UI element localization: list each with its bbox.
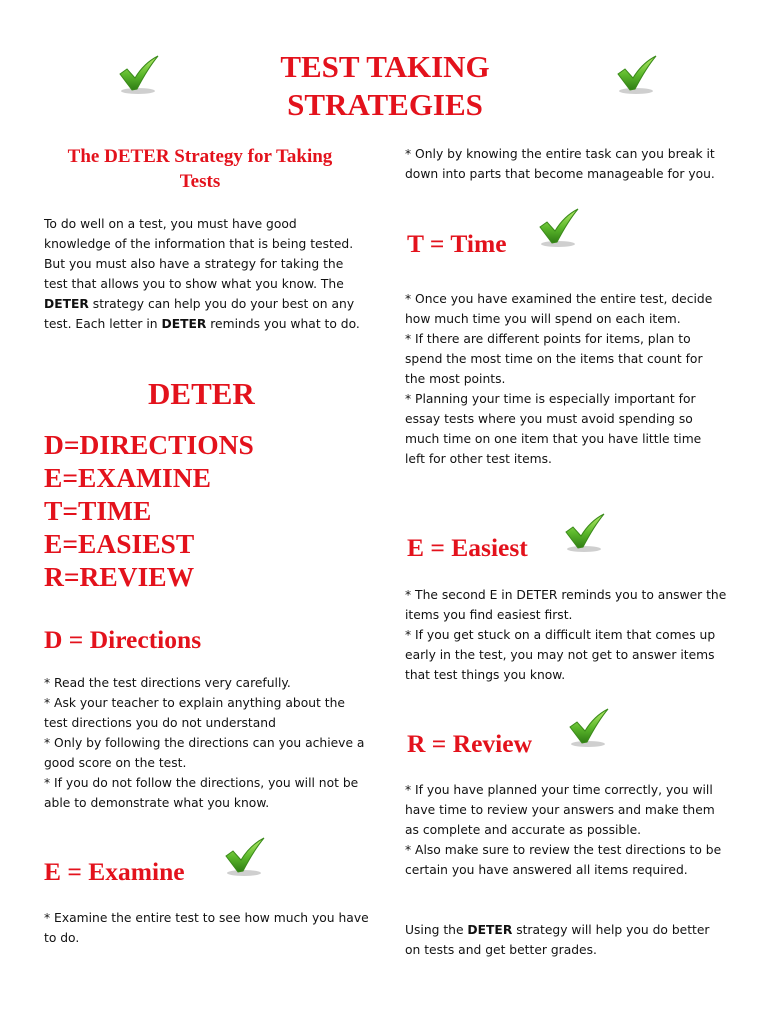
bullet-item: * If you have planned your time correctly, you will have time to review your answers and make them as complete and accurate as possible. bbox=[405, 783, 715, 837]
section-heading-directions: D = Directions bbox=[44, 625, 202, 654]
easiest-bullets bbox=[405, 585, 730, 685]
deter-list-item: R=REVIEW bbox=[44, 561, 195, 592]
directions-bullets bbox=[44, 673, 369, 813]
bullet-item: * Once you have examined the entire test, decide how much time you will spend on each item. bbox=[405, 292, 713, 326]
deter-bold: DETER bbox=[44, 297, 89, 311]
deter-bold: DETER bbox=[161, 317, 207, 331]
checkmark-icon bbox=[116, 54, 162, 96]
intro-paragraph: To do well on a test, you must have good knowledge of the information that is being tested. But you must also have a strategy for taking the test that allows you to show what you know. The DETER strategy can help you do your best on any test. Each letter in DETER reminds you what to do. bbox=[44, 217, 360, 331]
bullet-item: * If you do not follow the directions, you will not be able to demonstrate what you know. bbox=[44, 776, 359, 810]
deter-bold: DETER bbox=[467, 923, 513, 937]
deter-heading: DETER bbox=[148, 376, 255, 411]
time-bullets bbox=[405, 289, 725, 469]
checkmark-icon bbox=[566, 707, 612, 749]
bullet-item: * Planning your time is especially important for essay tests where you must avoid spending so much time on one item that you have little time left for other test items. bbox=[405, 392, 702, 466]
bullet-item: * The second E in DETER reminds you to answer the items you find easiest first. bbox=[405, 588, 727, 622]
bullet-item: * If there are different points for items, plan to spend the most time on the items that count for the most points. bbox=[405, 332, 703, 386]
checkmark-icon bbox=[562, 512, 608, 554]
bullet-item: * Read the test directions very carefully. bbox=[44, 676, 291, 690]
deter-list bbox=[44, 428, 254, 593]
closing-paragraph: Using the DETER strategy will help you do better on tests and get better grades. bbox=[405, 923, 710, 957]
review-bullets bbox=[405, 780, 727, 880]
bullet-item: * Only by knowing the entire task can you break it down into parts that become manageable for you. bbox=[405, 147, 715, 181]
section-heading-examine: E = Examine bbox=[44, 857, 185, 886]
section-heading-easiest: E = Easiest bbox=[407, 533, 528, 562]
deter-list-item: E=EASIEST bbox=[44, 528, 195, 559]
examine-bullets bbox=[44, 908, 369, 948]
checkmark-icon bbox=[614, 54, 660, 96]
deter-list-item: D=DIRECTIONS bbox=[44, 429, 254, 460]
checkmark-icon bbox=[222, 836, 268, 878]
section-heading-review: R = Review bbox=[407, 729, 532, 758]
title-line-2: STRATEGIES bbox=[287, 87, 483, 122]
examine-bullets-continued bbox=[405, 144, 725, 184]
section-heading-time: T = Time bbox=[407, 229, 507, 258]
bullet-item: * Examine the entire test to see how much you have to do. bbox=[44, 911, 369, 945]
deter-list-item: T=TIME bbox=[44, 495, 152, 526]
page-title bbox=[240, 48, 530, 124]
subtitle: The DETER Strategy for Taking Tests bbox=[67, 146, 333, 192]
bullet-item: * Ask your teacher to explain anything about the test directions you do not understand bbox=[44, 696, 345, 730]
checkmark-icon bbox=[536, 207, 582, 249]
bullet-item: * Also make sure to review the test directions to be certain you have answered all items required. bbox=[405, 843, 722, 877]
bullet-item: * Only by following the directions can you achieve a good score on the test. bbox=[44, 736, 365, 770]
bullet-item: * If you get stuck on a difficult item that comes up early in the test, you may not get to answer items that test things you know. bbox=[405, 628, 716, 682]
title-line-1: TEST TAKING bbox=[280, 49, 490, 84]
deter-list-item: E=EXAMINE bbox=[44, 462, 211, 493]
